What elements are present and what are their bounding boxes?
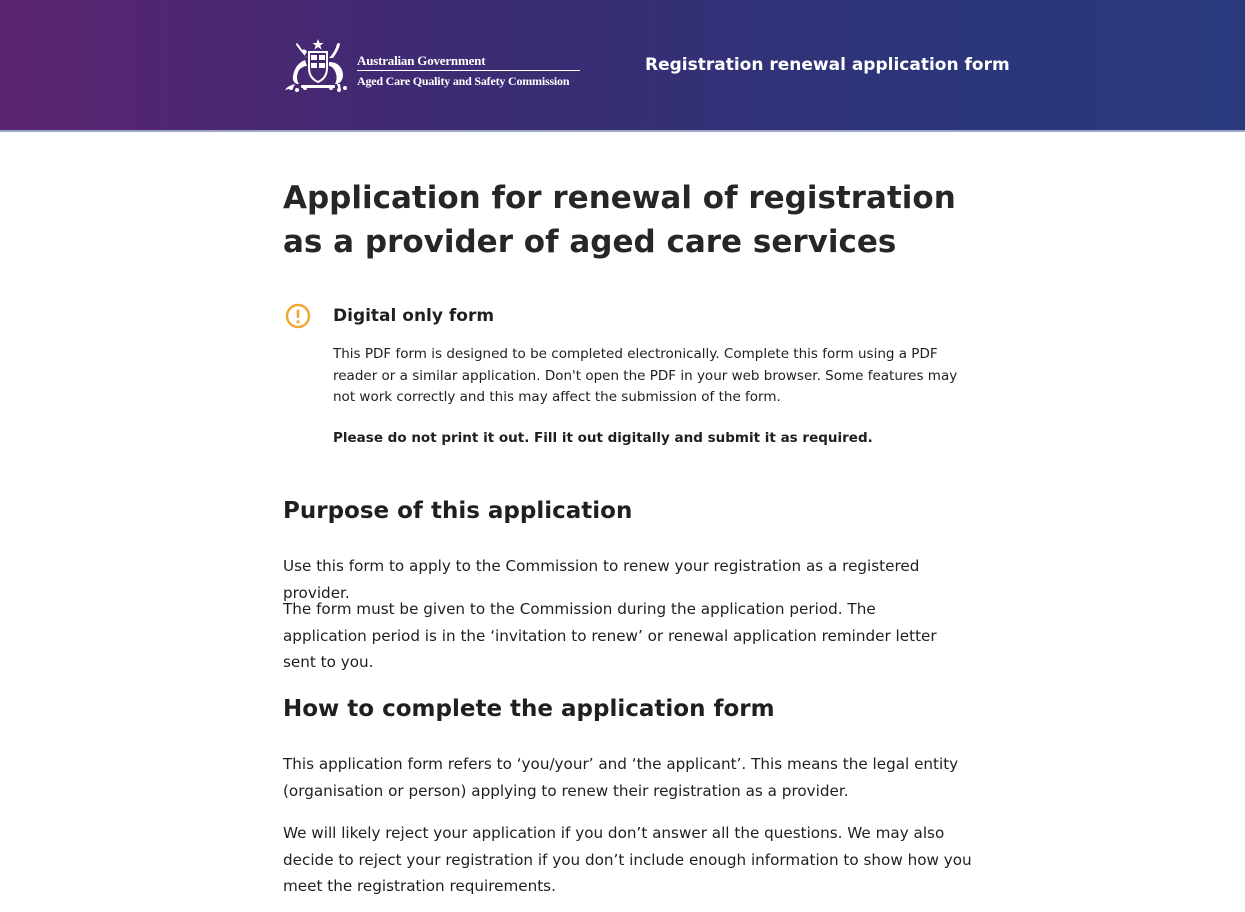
- header-form-title: Registration renewal application form: [645, 55, 1010, 75]
- section-heading-purpose: Purpose of this application: [283, 498, 633, 524]
- logo-divider: [357, 70, 580, 71]
- paragraph: The form must be given to the Commission during the application period. The application period is in the ‘invitation to renew’ or renewal application reminder letter sent to you.: [283, 600, 937, 671]
- warning-circle-icon: [285, 303, 311, 329]
- government-logo: [283, 38, 583, 94]
- notice-instruction: Please do not print it out. Fill it out digitally and submit it as required.: [333, 430, 873, 446]
- notice-heading: Digital only form: [333, 306, 495, 326]
- page-header: [0, 0, 1245, 132]
- section-heading-how-to: How to complete the application form: [283, 696, 775, 722]
- government-name: Australian Government: [357, 53, 486, 68]
- paragraph: Use this form to apply to the Commission to renew your registration as a registered provider.: [283, 557, 920, 602]
- notice-body: This PDF form is designed to be completed electronically. Complete this form using a PDF reader or a similar application. Don't open the PDF in your web browser. Some features may not work correctly and this may affect the submission of the form.: [333, 346, 958, 405]
- agency-name: Aged Care Quality and Safety Commission: [357, 74, 570, 88]
- paragraph: We will likely reject your application if you don’t answer all the questions. We may also decide to reject your registration if you don’t include enough information to show how you meet the registration requirements.: [283, 824, 972, 895]
- paragraph: This application form refers to ‘you/your’ and ‘the applicant’. This means the legal entity (organisation or person) applying to renew their registration as a provider.: [283, 755, 959, 800]
- coat-of-arms-icon: [283, 38, 353, 94]
- document-title: Application for renewal of registration as a provider of aged care services: [283, 180, 956, 260]
